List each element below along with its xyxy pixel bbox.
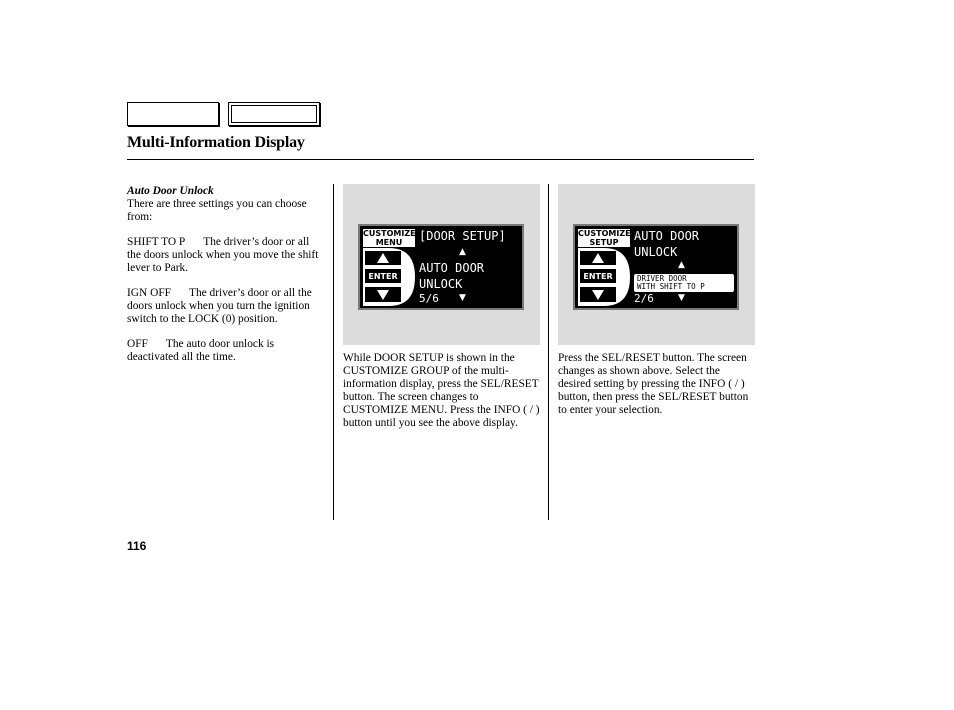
nav-tab-box-2-inner xyxy=(231,105,317,123)
option-desc: The driver’s door or all the doors unlock when you move the shift lever to Park. xyxy=(127,236,319,274)
option-name: SHIFT TO P xyxy=(127,236,186,248)
lcd-mode-label xyxy=(578,229,630,247)
enter-label: ENTER xyxy=(368,272,398,281)
lcd-left-panel xyxy=(578,229,630,306)
instructions-step-2: Press the SEL/RESET button. The screen changes as shown above. Select the desired setting by pressing the INFO ( / ) button, then press the SEL/RESET button to enter your selection. xyxy=(558,352,749,416)
title-divider xyxy=(127,159,754,160)
option-ign-off xyxy=(127,287,323,326)
column-divider-2 xyxy=(548,184,549,520)
lcd-selected-option xyxy=(634,274,734,292)
section-heading: Auto Door Unlock xyxy=(127,185,214,197)
down-arrow-icon: ▼ xyxy=(678,293,685,303)
lcd-line-2: AUTO DOOR xyxy=(419,261,485,275)
lcd-mode-label-line: SETUP xyxy=(589,238,619,247)
lcd-page-indicator: 2/6 xyxy=(634,292,654,305)
lcd-line-2: UNLOCK xyxy=(634,245,678,259)
lcd-mode-label-line: MENU xyxy=(375,238,403,247)
option-desc: The driver’s door or all the doors unlock when you turn the ignition switch to the LOCK (0) position. xyxy=(127,287,312,325)
lcd-mode-label-line: CUSTOMIZE xyxy=(363,229,416,238)
selection-line: WITH SHIFT TO P xyxy=(637,282,705,291)
page-number: 116 xyxy=(127,539,147,553)
page-title: Multi-Information Display xyxy=(127,134,305,151)
nav-tab-box-2[interactable] xyxy=(228,102,320,126)
display-illustration-2 xyxy=(558,184,755,345)
down-arrow-icon: ▼ xyxy=(459,293,466,303)
page-den: 6 xyxy=(432,292,439,305)
lcd-line-1: AUTO DOOR xyxy=(634,229,700,243)
option-desc: The auto door unlock is deactivated all the time. xyxy=(127,338,275,363)
option-name: OFF xyxy=(127,338,148,350)
lcd-right-panel xyxy=(634,229,736,306)
lcd-right-panel xyxy=(419,229,521,306)
page-den: 6 xyxy=(647,292,654,305)
lcd-mode-label xyxy=(363,229,415,247)
enter-label: ENTER xyxy=(583,272,613,281)
intro-text: There are three settings you can choose from: xyxy=(127,198,307,223)
lcd-page-indicator: 5/6 xyxy=(419,292,439,305)
column-auto-door-unlock xyxy=(127,185,323,364)
lcd-line-1: [DOOR SETUP] xyxy=(419,229,506,243)
option-name: IGN OFF xyxy=(127,287,171,299)
option-off xyxy=(127,338,323,364)
lcd-screen-1 xyxy=(358,224,524,310)
page-num: 2 xyxy=(634,292,641,305)
lcd-screen-2 xyxy=(573,224,739,310)
nav-tab-box-1[interactable] xyxy=(127,102,219,126)
instructions-step-1: While DOOR SETUP is shown in the CUSTOMIZE GROUP of the multi-information display, press the SEL/RESET button. The screen changes to CUSTOMIZE MENU. Press the INFO ( / ) button until you see the above display. xyxy=(343,352,540,429)
selection-line: DRIVER DOOR xyxy=(637,274,687,283)
display-illustration-1 xyxy=(343,184,540,345)
lcd-mode-label-line: CUSTOMIZE xyxy=(578,229,631,238)
lcd-line-3: UNLOCK xyxy=(419,277,463,291)
option-shift-to-p xyxy=(127,236,323,275)
up-arrow-icon: ▲ xyxy=(459,247,466,257)
column-divider-1 xyxy=(333,184,334,520)
page-num: 5 xyxy=(419,292,426,305)
up-arrow-icon: ▲ xyxy=(678,260,685,270)
lcd-left-panel xyxy=(363,229,415,306)
